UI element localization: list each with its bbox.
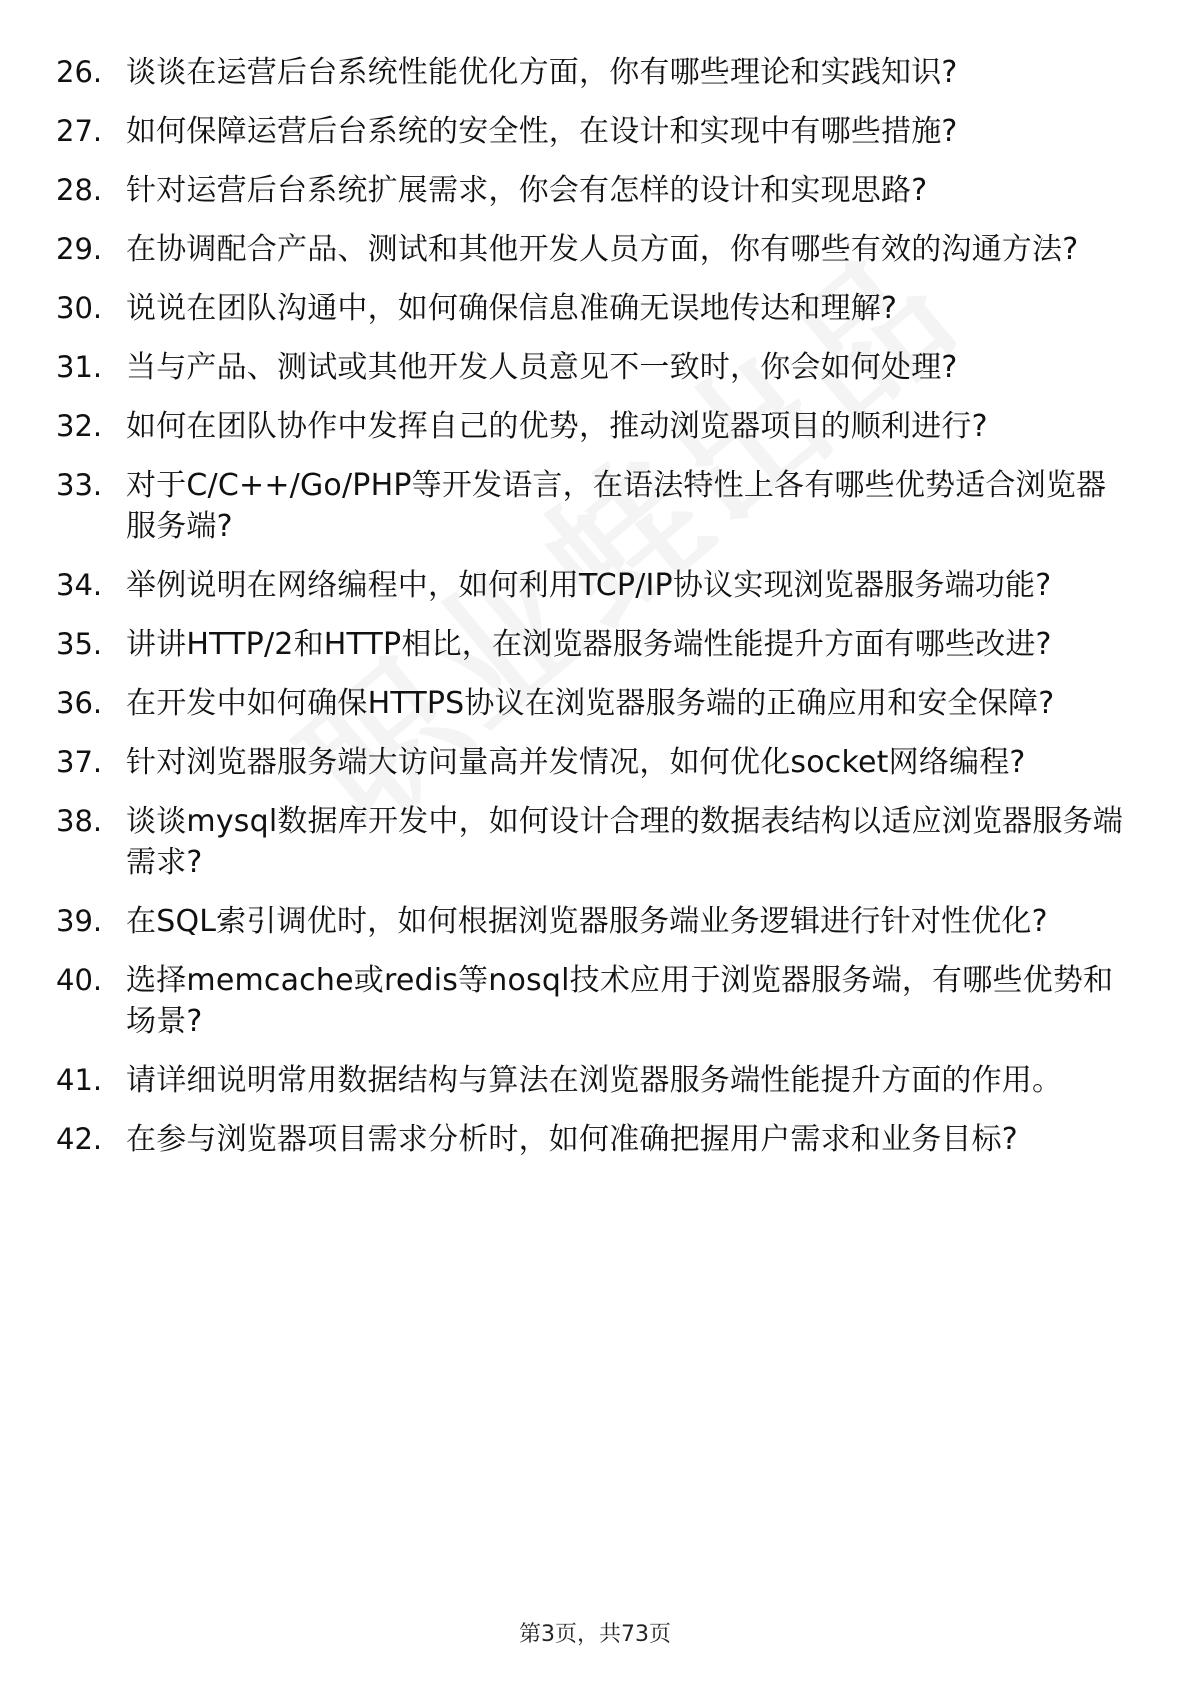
question-text: 针对浏览器服务端大访问量高并发情况，如何优化socket网络编程? [126,745,1026,780]
question-text: 请详细说明常用数据结构与算法在浏览器服务端性能提升方面的作用。 [126,1063,1063,1098]
question-text: 举例说明在网络编程中，如何利用TCP/IP协议实现浏览器服务端功能? [126,568,1052,603]
question-number: 29. [56,232,103,266]
question-number: 38. [56,804,103,838]
question-text: 在参与浏览器项目需求分析时，如何准确把握用户需求和业务目标? [126,1122,1018,1157]
question-number: 28. [56,173,103,207]
list-item [56,1060,1136,1101]
question-text: 在协调配合产品、测试和其他开发人员方面，你有哪些有效的沟通方法? [126,232,1079,267]
question-number: 27. [56,114,103,148]
question-text: 说说在团队沟通中，如何确保信息准确无误地传达和理解? [126,291,898,326]
list-item [56,1119,1136,1160]
list-item [56,52,1136,93]
list-item [56,288,1136,329]
list-item [56,406,1136,447]
list-item [56,170,1136,211]
list-item [56,111,1136,152]
list-item [56,901,1136,942]
question-text: 在SQL索引调优时，如何根据浏览器服务端业务逻辑进行针对性优化? [126,904,1048,939]
question-text: 对于C/C++/Go/PHP等开发语言，在语法特性上各有哪些优势适合浏览器服务端? [126,468,1107,544]
question-number: 35. [56,627,103,661]
list-item [56,742,1136,783]
question-number: 36. [56,686,103,720]
question-number: 33. [56,468,103,502]
question-number: 31. [56,350,103,384]
question-number: 42. [56,1122,103,1156]
question-text: 讲讲HTTP/2和HTTP相比，在浏览器服务端性能提升方面有哪些改进? [126,627,1052,662]
question-number: 41. [56,1063,103,1097]
page-number-label: 第3页，共73页 [519,1622,671,1647]
list-item [56,565,1136,606]
question-number: 40. [56,963,103,997]
question-list [56,52,1136,1178]
question-text: 如何保障运营后台系统的安全性，在设计和实现中有哪些措施? [126,114,958,149]
question-text: 在开发中如何确保HTTPS协议在浏览器服务端的正确应用和安全保障? [126,686,1055,721]
question-text: 谈谈在运营后台系统性能优化方面，你有哪些理论和实践知识? [126,55,958,90]
question-number: 37. [56,745,103,779]
list-item [56,465,1136,547]
question-text: 针对运营后台系统扩展需求，你会有怎样的设计和实现思路? [126,173,928,208]
page-footer [0,1617,1190,1648]
question-text: 如何在团队协作中发挥自己的优势，推动浏览器项目的顺利进行? [126,409,988,444]
question-text: 当与产品、测试或其他开发人员意见不一致时，你会如何处理? [126,350,958,385]
question-number: 32. [56,409,103,443]
question-number: 39. [56,904,103,938]
list-item [56,960,1136,1042]
question-number: 34. [56,568,103,602]
list-item [56,683,1136,724]
list-item [56,229,1136,270]
list-item [56,347,1136,388]
list-item [56,624,1136,665]
question-text: 选择memcache或redis等nosql技术应用于浏览器服务端，有哪些优势和场景? [126,963,1114,1039]
question-number: 26. [56,55,103,89]
list-item [56,801,1136,883]
question-number: 30. [56,291,103,325]
question-text: 谈谈mysql数据库开发中，如何设计合理的数据表结构以适应浏览器服务端需求? [126,804,1123,880]
